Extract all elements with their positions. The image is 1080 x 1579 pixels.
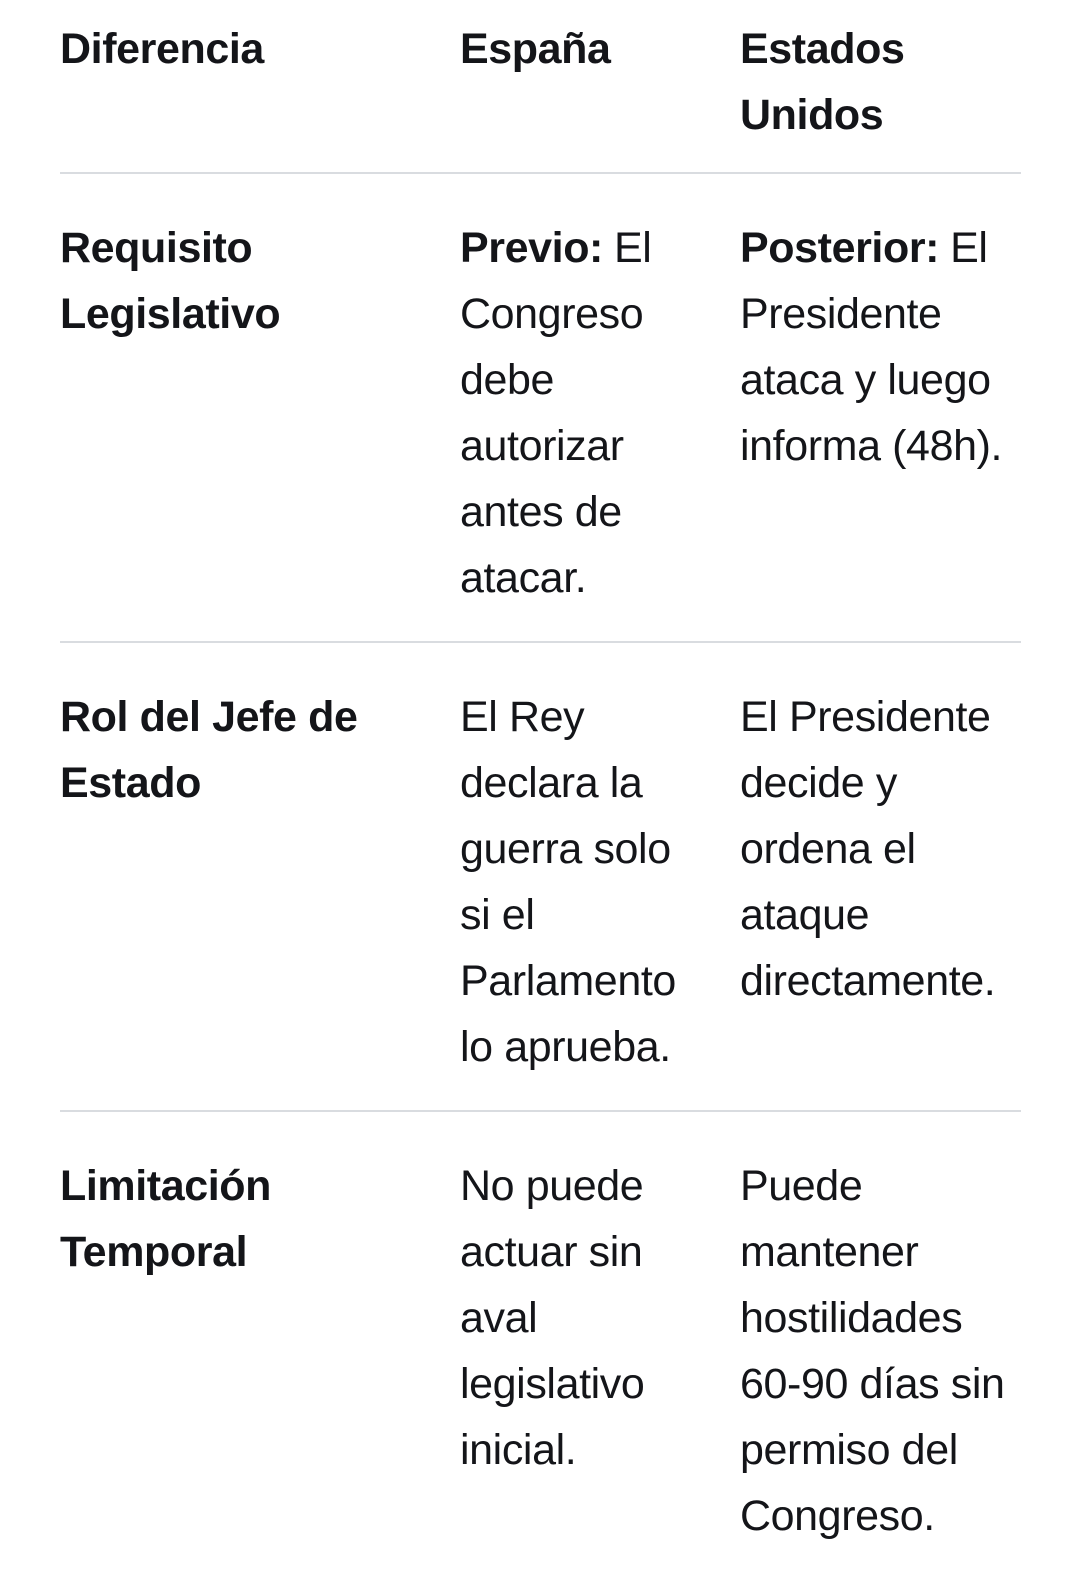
spain-body-text: El Congreso debe autorizar antes de atacar. <box>460 224 652 602</box>
column-header-diferencia: Diferencia <box>60 25 264 73</box>
feature-label: Requisito Legislativo <box>60 224 281 338</box>
spain-cell <box>460 215 740 611</box>
usa-body-text: El Presidente decide y ordena el ataque directamente. <box>740 693 996 1005</box>
column-header-estados-unidos: Estados Unidos <box>740 25 905 139</box>
usa-cell <box>740 215 1021 479</box>
spain-lead-text: Previo: <box>460 224 603 272</box>
table-header-row <box>60 16 1021 174</box>
table-row <box>60 174 1021 643</box>
usa-lead-text: Posterior: <box>740 224 940 272</box>
usa-body-text: Puede mantener hostilidades 60-90 días sin permiso del Congreso. <box>740 1162 1005 1540</box>
usa-cell <box>740 1153 1021 1549</box>
comparison-table <box>60 16 1021 1579</box>
spain-body-text: No puede actuar sin aval legislativo inicial. <box>460 1162 645 1474</box>
usa-cell <box>740 684 1021 1014</box>
spain-body-text: El Rey declara la guerra solo si el Parlamento lo aprueba. <box>460 693 676 1071</box>
feature-label: Rol del Jefe de Estado <box>60 693 358 807</box>
feature-label: Limitación Temporal <box>60 1162 272 1276</box>
spain-cell <box>460 684 740 1080</box>
usa-body-text: El Presidente ataca y luego informa (48h). <box>740 224 1003 470</box>
table-row <box>60 643 1021 1112</box>
column-header-espana: España <box>460 25 611 73</box>
table-row <box>60 1112 1021 1579</box>
spain-cell <box>460 1153 740 1483</box>
